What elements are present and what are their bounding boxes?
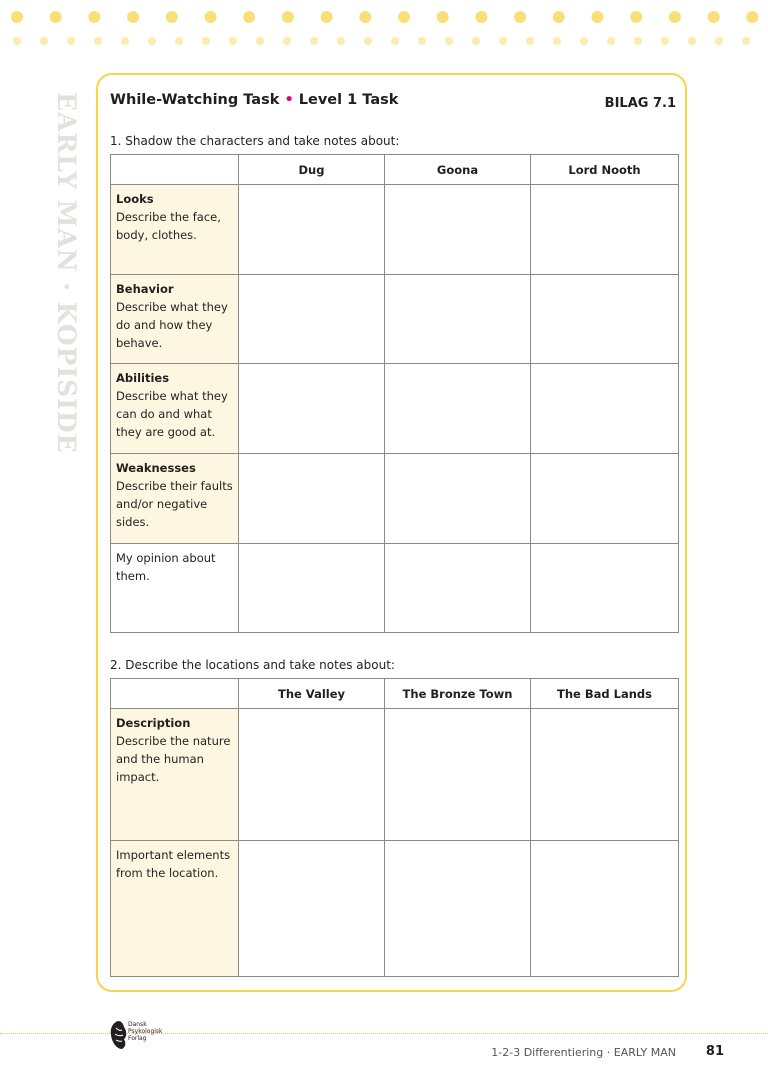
decorative-dot <box>553 11 565 23</box>
publisher-name <box>128 1021 163 1042</box>
table-row <box>111 364 679 454</box>
row-description: Describe the nature and the human impact. <box>116 734 231 784</box>
decorative-dot <box>283 37 291 45</box>
publisher-line-3: Forlag <box>128 1035 147 1042</box>
note-cell[interactable] <box>385 841 531 977</box>
decorative-dot <box>67 37 75 45</box>
note-cell[interactable] <box>385 185 531 275</box>
note-cell[interactable] <box>385 454 531 544</box>
note-cell[interactable] <box>385 275 531 364</box>
table-row <box>111 709 679 841</box>
row-label <box>111 185 239 275</box>
row-description: My opinion about them. <box>116 551 216 583</box>
note-cell[interactable] <box>385 544 531 633</box>
publisher-line-1: Dansk <box>128 1021 147 1028</box>
decorative-dot <box>391 37 399 45</box>
decorative-dot <box>88 11 100 23</box>
characters-table <box>110 154 679 633</box>
page-title <box>110 92 398 108</box>
note-cell[interactable] <box>239 544 385 633</box>
decorative-dot <box>445 37 453 45</box>
note-cell[interactable] <box>239 841 385 977</box>
decorative-dot <box>553 37 561 45</box>
table-header-row <box>111 155 679 185</box>
decorative-dot <box>742 37 750 45</box>
footer-series-text: 1-2-3 Differentiering · EARLY MAN <box>491 1046 676 1059</box>
decorative-dot <box>437 11 449 23</box>
decorative-dot <box>50 11 62 23</box>
row-heading: Weaknesses <box>116 461 196 475</box>
table-row <box>111 275 679 364</box>
title-separator: • <box>284 92 294 108</box>
title-part-2: Level 1 Task <box>298 92 399 108</box>
decorative-dot <box>475 11 487 23</box>
row-description: Important elements from the location. <box>116 848 231 880</box>
column-header-dug: Dug <box>239 155 385 185</box>
note-cell[interactable] <box>531 185 679 275</box>
locations-table <box>110 678 679 977</box>
note-cell[interactable] <box>239 454 385 544</box>
decorative-dot <box>127 11 139 23</box>
publisher-line-2: Psykologisk <box>128 1028 163 1035</box>
note-cell[interactable] <box>531 841 679 977</box>
decorative-dot <box>310 37 318 45</box>
decorative-dot <box>708 11 720 23</box>
page-number: 81 <box>705 1044 724 1059</box>
decorative-dot <box>202 37 210 45</box>
row-label <box>111 544 239 633</box>
appendix-label: BILAG 7.1 <box>604 96 676 111</box>
decorative-dot <box>398 11 410 23</box>
decorative-dot <box>321 11 333 23</box>
decorative-dot <box>630 11 642 23</box>
decorative-dot <box>243 11 255 23</box>
row-label <box>111 275 239 364</box>
decorative-dot <box>669 11 681 23</box>
decorative-dot <box>121 37 129 45</box>
decorative-dot <box>580 37 588 45</box>
row-label <box>111 364 239 454</box>
column-header-the-bronze-town: The Bronze Town <box>385 679 531 709</box>
table-header-row <box>111 679 679 709</box>
decorative-dot <box>514 11 526 23</box>
decorative-dot <box>592 11 604 23</box>
decorative-dot <box>205 11 217 23</box>
table-row <box>111 454 679 544</box>
row-description: Describe their faults and/or negative sides. <box>116 479 233 529</box>
side-title: EARLY MAN · KOPISIDE <box>52 92 81 454</box>
column-header-the-valley: The Valley <box>239 679 385 709</box>
row-label <box>111 454 239 544</box>
decorative-dot <box>175 37 183 45</box>
note-cell[interactable] <box>531 709 679 841</box>
decorative-dot <box>688 37 696 45</box>
decorative-dot <box>634 37 642 45</box>
decorative-dot <box>337 37 345 45</box>
decorative-dot <box>13 37 21 45</box>
decorative-dot <box>661 37 669 45</box>
note-cell[interactable] <box>239 185 385 275</box>
note-cell[interactable] <box>531 544 679 633</box>
row-description: Describe what they can do and what they are good at. <box>116 389 228 439</box>
column-header <box>111 679 239 709</box>
row-label <box>111 709 239 841</box>
decorative-dot <box>607 37 615 45</box>
decorative-dot <box>715 37 723 45</box>
title-part-1: While-Watching Task <box>110 92 280 108</box>
note-cell[interactable] <box>531 364 679 454</box>
note-cell[interactable] <box>531 454 679 544</box>
section2-instruction: 2. Describe the locations and take notes about: <box>110 658 395 672</box>
decorative-dot <box>359 11 371 23</box>
decorative-dot <box>94 37 102 45</box>
decorative-dot <box>499 37 507 45</box>
decorative-dot <box>166 11 178 23</box>
decorative-dot <box>418 37 426 45</box>
decorative-dot <box>11 11 23 23</box>
column-header-goona: Goona <box>385 155 531 185</box>
note-cell[interactable] <box>531 275 679 364</box>
section1-instruction: 1. Shadow the characters and take notes about: <box>110 134 400 148</box>
row-label <box>111 841 239 977</box>
column-header <box>111 155 239 185</box>
note-cell[interactable] <box>385 709 531 841</box>
decorative-dot <box>148 37 156 45</box>
column-header-the-bad-lands: The Bad Lands <box>531 679 679 709</box>
table-row <box>111 841 679 977</box>
note-cell[interactable] <box>239 364 385 454</box>
decorative-dot <box>40 37 48 45</box>
row-heading: Description <box>116 716 191 730</box>
row-heading: Behavior <box>116 282 174 296</box>
note-cell[interactable] <box>385 364 531 454</box>
decorative-dot <box>229 37 237 45</box>
table-row <box>111 185 679 275</box>
decorative-dot <box>526 37 534 45</box>
decorative-dot <box>256 37 264 45</box>
row-description: Describe the face, body, clothes. <box>116 210 221 242</box>
column-header-lord-nooth: Lord Nooth <box>531 155 679 185</box>
decorative-dot <box>746 11 758 23</box>
table-row <box>111 544 679 633</box>
note-cell[interactable] <box>239 275 385 364</box>
decorative-dot <box>282 11 294 23</box>
decorative-dot-border <box>0 0 768 60</box>
decorative-dot <box>364 37 372 45</box>
row-heading: Abilities <box>116 371 170 385</box>
decorative-dot <box>472 37 480 45</box>
row-description: Describe what they do and how they behave. <box>116 300 228 350</box>
note-cell[interactable] <box>239 709 385 841</box>
row-heading: Looks <box>116 192 154 206</box>
